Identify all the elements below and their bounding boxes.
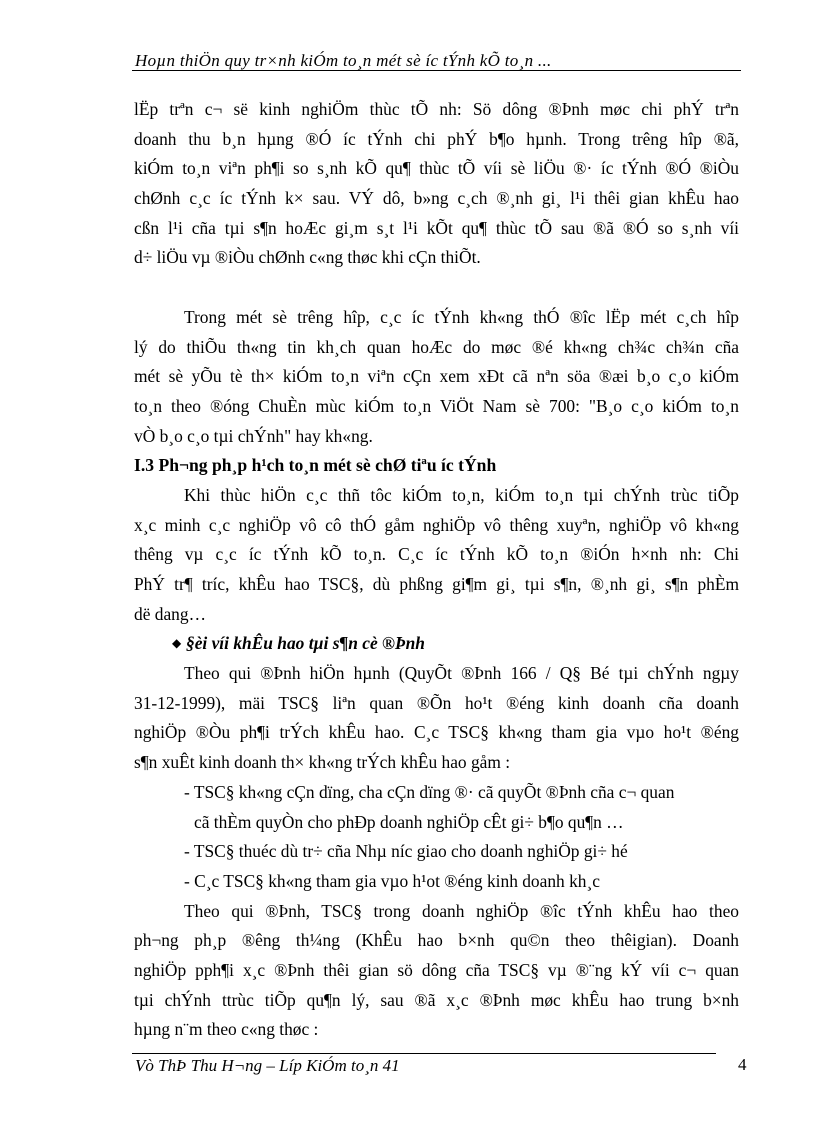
paragraph-line: hµng n¨m theo c«ng thøc :	[134, 1019, 319, 1040]
paragraph-line: dë dang…	[134, 603, 206, 624]
paragraph-line: mét sè yÕu tè th× kiÓm to¸n viªn cÇn xem xÐt cã nªn söa ®æi b¸o c¸o kiÓm	[134, 366, 739, 387]
header-divider	[132, 70, 741, 71]
paragraph-line: 31-12-1999), mäi TSC§ liªn quan ®Õn ho¹t ®éng kinh doanh cña doanh	[134, 692, 739, 713]
page-header-title: Hoµn thiÖn quy tr×nh kiÓm to¸n mét sè íc tÝnh kÕ to¸n ...	[135, 51, 552, 70]
list-item: - TSC§ kh«ng cÇn dïng, cha cÇn dïng ®· cã quyÕt ®Þnh cña c¬ quan	[184, 781, 675, 802]
paragraph-line: x¸c minh c¸c nghiÖp vô cô thÓ gåm nghiÖp vô thêng xuyªn, nghiÖp vô kh«ng	[134, 514, 739, 535]
document-body	[134, 95, 739, 1045]
footer-divider	[132, 1053, 716, 1054]
paragraph-line: cßn l¹i cña tµi s¶n hoÆc gi¸m s¸t l¹i kÕt qu¶ thùc tÕ sau ®ã ®Ó so s¸nh víi	[134, 217, 739, 238]
paragraph-line: lËp trªn c¬ së kinh nghiÖm thùc tÕ nh: Sö dông ®Þnh møc chi phÝ trªn	[134, 99, 739, 119]
list-item: - C¸c TSC§ kh«ng tham gia vµo h¹ot ®éng kinh doanh kh¸c	[184, 870, 600, 891]
paragraph-line: Trong mét sè trêng hîp, c¸c íc tÝnh kh«ng thÓ ®îc lËp mét c¸ch hîp	[184, 306, 739, 327]
footer-author: Vò ThÞ Thu H¬ng – Líp KiÓm to¸n 41	[135, 1056, 400, 1075]
paragraph-line: kiÓm to¸n viªn ph¶i so s¸nh kÕ qu¶ thùc tÕ víi sè liÖu ®· íc tÝnh ®Ó ®iÒu	[134, 158, 739, 179]
paragraph-line: to¸n theo ®óng ChuÈn mùc kiÓm to¸n ViÖt Nam sè 700: "B¸o c¸o kiÓm to¸n	[134, 395, 739, 416]
paragraph-line: Theo qui ®Þnh, TSC§ trong doanh nghiÖp ®îc tÝnh khÊu hao theo	[184, 900, 739, 921]
paragraph-line: doanh thu b¸n hµng ®Ó íc tÝnh chi phÝ b¶o hµnh. Trong trêng hîp ®ã,	[134, 128, 739, 149]
paragraph-line: tµi chÝnh ttrùc tiÕp qu¶n lý, sau ®ã x¸c ®Þnh møc khÊu hao trung b×nh	[134, 989, 739, 1010]
paragraph-line: PhÝ tr¶ tríc, khÊu hao TSC§, dù phßng gi¶m gi¸ tµi s¶n, ®¸nh gi¸ s¶n phÈm	[134, 574, 739, 594]
paragraph-line: vÒ b¸o c¸o tµi chÝnh" hay kh«ng.	[134, 425, 373, 446]
subsection-heading-text: §èi víi khÊu hao tµi s¶n cè ®Þnh	[186, 633, 425, 654]
paragraph-line: d÷ liÖu vµ ®iÒu chØnh c«ng thøc khi cÇn thiÕt.	[134, 247, 481, 268]
page-number: 4	[738, 1055, 747, 1074]
subsection-heading	[134, 629, 739, 659]
diamond-bullet-icon: ◆	[172, 636, 182, 651]
list-item: - TSC§ thuéc dù tr÷ cña Nhµ níc giao cho doanh nghiÖp gi÷ hé	[184, 841, 628, 862]
section-heading: I.3 Ph¬ng ph¸p h¹ch to¸n mét sè chØ tiªu íc tÝnh	[134, 455, 497, 476]
paragraph-line: ph¬ng ph¸p ®êng th¼ng (KhÊu hao b×nh qu©n theo thêigian). Doanh	[134, 930, 739, 951]
paragraph-line: Khi thùc hiÖn c¸c thñ tôc kiÓm to¸n, kiÓm to¸n tµi chÝnh trùc tiÕp	[184, 484, 739, 505]
list-item-continuation: cã thÈm quyÒn cho phÐp doanh nghiÖp cÊt gi÷ b¶o qu¶n …	[194, 811, 624, 832]
paragraph-line: lý do thiÕu th«ng tin kh¸ch quan hoÆc do møc ®é kh«ng ch¾c ch¾n cña	[134, 336, 739, 357]
paragraph-line: nghiÖp pph¶i x¸c ®Þnh thêi gian sö dông cña TSC§ vµ ®¨ng kÝ víi c¬ quan	[134, 959, 739, 980]
paragraph-line: thêng vµ c¸c íc tÝnh kÕ to¸n. C¸c íc tÝnh kÕ to¸n ®iÓn h×nh nh: Chi	[134, 544, 739, 565]
paragraph-spacer	[134, 273, 739, 303]
paragraph-line: chØnh c¸c íc tÝnh k× sau. VÝ dô, b»ng c¸ch ®¸nh gi¸ l¹i thêi gian khÊu hao	[134, 188, 739, 209]
paragraph-line: s¶n xuÊt kinh doanh th× kh«ng trÝch khÊu hao gåm :	[134, 752, 511, 773]
paragraph-line: Theo qui ®Þnh hiÖn hµnh (QuyÕt ®Þnh 166 / Q§ Bé tµi chÝnh ngµy	[184, 663, 739, 684]
paragraph-line: nghiÖp ®Òu ph¶i trÝch khÊu hao. C¸c TSC§ kh«ng tham gia vµo ho¹t ®éng	[134, 722, 739, 743]
